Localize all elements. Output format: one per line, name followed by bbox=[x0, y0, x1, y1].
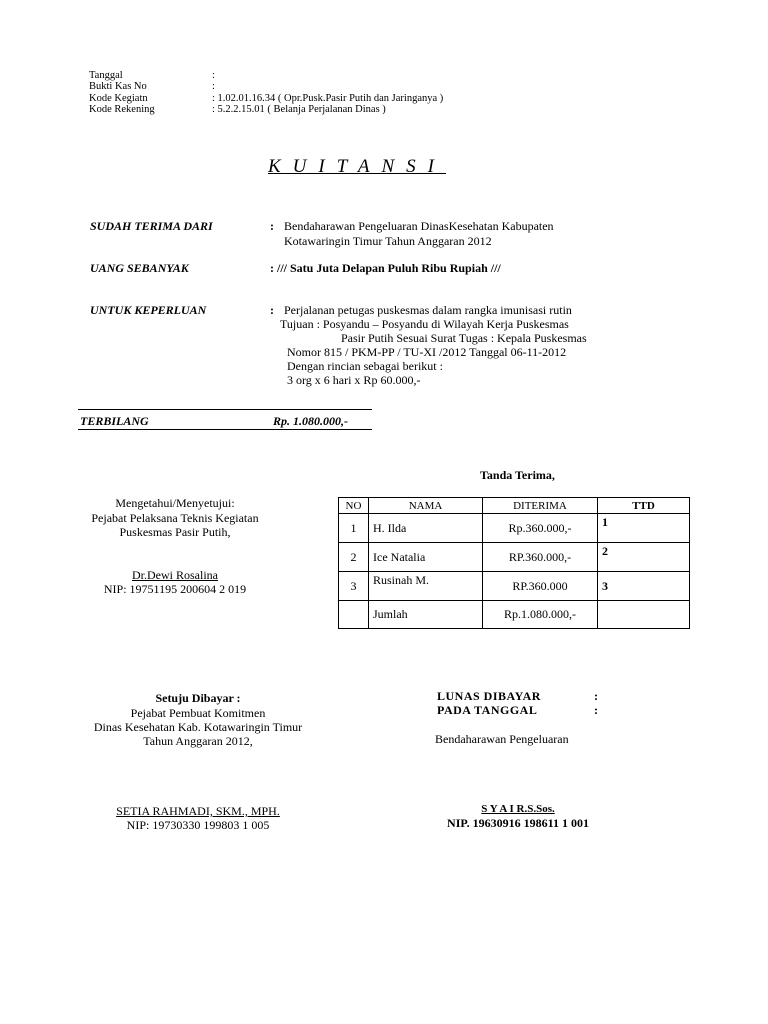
kode-kegiatan-label: Kode Kegiatn bbox=[89, 93, 148, 104]
purpose-line-1: Perjalanan petugas puskesmas dalam rangka imunisasi rutin bbox=[284, 303, 572, 317]
terbilang-top-rule bbox=[78, 409, 372, 410]
table-row bbox=[339, 543, 690, 572]
row-ttd: 2 bbox=[598, 543, 690, 572]
setuju-heading: Setuju Dibayar : bbox=[155, 691, 241, 705]
lunas-colon: : bbox=[594, 689, 598, 703]
col-header-nama: NAMA bbox=[369, 498, 483, 514]
tanggal-label: Tanggal bbox=[89, 70, 123, 81]
col-header-no: NO bbox=[339, 498, 369, 514]
mengetahui-line-1: Mengetahui/Menyetujui: bbox=[115, 496, 235, 510]
recipient-table bbox=[338, 497, 690, 629]
purpose-line-6: 3 org x 6 hari x Rp 60.000,- bbox=[287, 373, 421, 387]
from-colon: : bbox=[270, 219, 274, 233]
from-label: SUDAH TERIMA DARI bbox=[90, 219, 213, 233]
lunas-label: LUNAS DIBAYAR bbox=[437, 689, 541, 703]
bukti-kas-value: : bbox=[212, 81, 215, 92]
row-ttd: 1 bbox=[598, 514, 690, 543]
pada-tanggal-colon: : bbox=[594, 703, 598, 717]
row-nama: Ice Natalia bbox=[369, 543, 483, 572]
purpose-line-4: Nomor 815 / PKM-PP / TU-XI /2012 Tanggal 06-11-2012 bbox=[287, 345, 567, 359]
purpose-line-5: Dengan rincian sebagai berikut : bbox=[287, 359, 443, 373]
setuju-line-4: Tahun Anggaran 2012, bbox=[143, 734, 253, 748]
bendahara-nip: NIP. 19630916 198611 1 001 bbox=[447, 816, 589, 830]
table-row bbox=[339, 514, 690, 543]
setuju-line-3: Dinas Kesehatan Kab. Kotawaringin Timur bbox=[93, 720, 303, 734]
row-diterima: RP.360.000 bbox=[483, 572, 598, 601]
mengetahui-signatory-name: Dr.Dewi Rosalina bbox=[132, 568, 218, 582]
setuju-line-2: Pejabat Pembuat Komitmen bbox=[130, 706, 266, 720]
row-nama: Rusinah M. bbox=[369, 572, 483, 601]
row-no: 2 bbox=[339, 543, 369, 572]
terbilang-bottom-rule bbox=[78, 429, 372, 430]
total-ttd bbox=[598, 601, 690, 629]
kode-rekening-label: Kode Rekening bbox=[89, 104, 155, 115]
table-row bbox=[339, 572, 690, 601]
purpose-line-2: Tujuan : Posyandu – Posyandu di Wilayah Kerja Puskesmas bbox=[280, 317, 569, 331]
row-no: 3 bbox=[339, 572, 369, 601]
pada-tanggal-label: PADA TANGGAL bbox=[437, 703, 538, 717]
mengetahui-line-3: Puskesmas Pasir Putih, bbox=[119, 525, 231, 539]
setuju-nip: NIP: 19730330 199803 1 005 bbox=[126, 818, 270, 832]
col-header-ttd: TTD bbox=[598, 498, 690, 514]
tanda-terima-heading: Tanda Terima, bbox=[480, 468, 555, 482]
tanggal-value: : bbox=[212, 70, 215, 81]
from-line-2: Kotawaringin Timur Tahun Anggaran 2012 bbox=[284, 234, 492, 248]
row-diterima: Rp.360.000,- bbox=[483, 514, 598, 543]
kode-kegiatan-value: : 1.02.01.16.34 ( Opr.Pusk.Pasir Putih dan Jaringanya ) bbox=[212, 93, 444, 104]
page-title: KUITANSI bbox=[268, 156, 446, 177]
table-total-row bbox=[339, 601, 690, 629]
setuju-signatory-name: SETIA RAHMADI, SKM., MPH. bbox=[116, 804, 280, 818]
table-header-row bbox=[339, 498, 690, 514]
bendahara-signatory-name: S Y A I R.S.Sos. bbox=[481, 803, 555, 815]
purpose-colon: : bbox=[270, 303, 274, 317]
mengetahui-line-2: Pejabat Pelaksana Teknis Kegiatan bbox=[91, 511, 259, 525]
kode-rekening-value: : 5.2.2.15.01 ( Belanja Perjalanan Dinas ) bbox=[212, 104, 386, 115]
bendahara-role: Bendaharawan Pengeluaran bbox=[435, 732, 569, 746]
mengetahui-nip: NIP: 19751195 200604 2 019 bbox=[103, 582, 247, 596]
amount-label: UANG SEBANYAK bbox=[90, 261, 189, 275]
total-no bbox=[339, 601, 369, 629]
purpose-line-3: Pasir Putih Sesuai Surat Tugas : Kepala Puskesmas bbox=[341, 331, 587, 345]
row-diterima: RP.360.000,- bbox=[483, 543, 598, 572]
row-nama: H. Ilda bbox=[369, 514, 483, 543]
amount-words: : /// Satu Juta Delapan Puluh Ribu Rupiah /// bbox=[270, 261, 501, 275]
from-line-1: Bendaharawan Pengeluaran DinasKesehatan Kabupaten bbox=[284, 219, 554, 233]
terbilang-amount: Rp. 1.080.000,- bbox=[273, 414, 348, 428]
row-no: 1 bbox=[339, 514, 369, 543]
total-value: Rp.1.080.000,- bbox=[483, 601, 598, 629]
total-label: Jumlah bbox=[369, 601, 483, 629]
row-ttd: 3 bbox=[598, 572, 690, 601]
purpose-label: UNTUK KEPERLUAN bbox=[90, 303, 207, 317]
bukti-kas-label: Bukti Kas No bbox=[89, 81, 147, 92]
col-header-diterima: DITERIMA bbox=[483, 498, 598, 514]
terbilang-label: TERBILANG bbox=[80, 414, 149, 428]
